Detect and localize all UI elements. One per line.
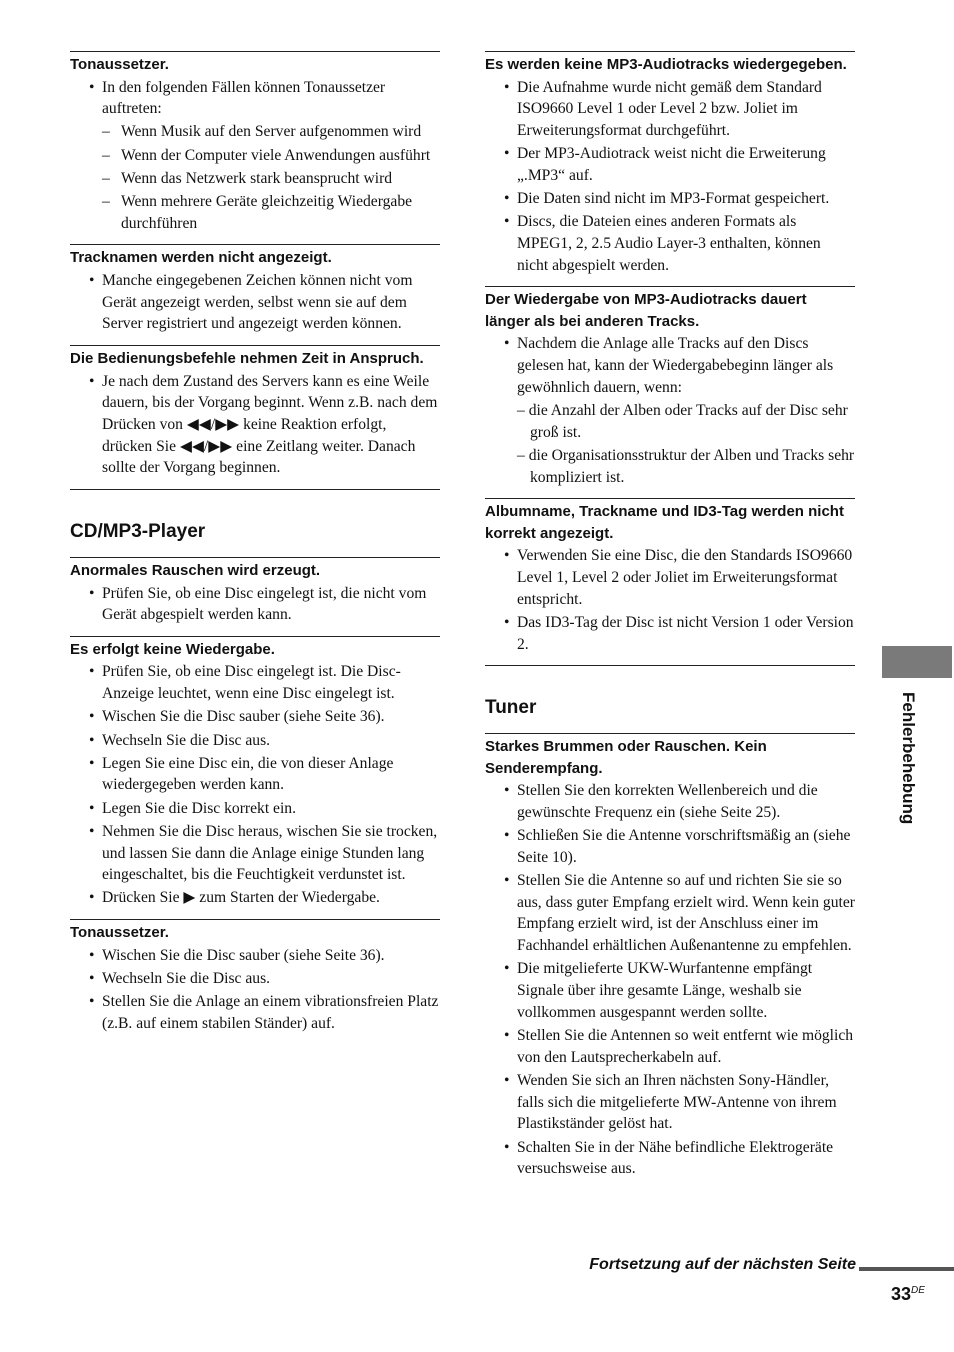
problem-heading: Tracknamen werden nicht angezeigt. [70,249,332,267]
bullet-item: • Der MP3-Audiotrack weist nicht die Erweiterung „.MP3“ auf. [485,143,855,186]
footer-rule [859,1267,954,1271]
bullet-item: • Wischen Sie die Disc sauber (siehe Seite 36). [70,706,440,728]
bullet-item: • Schließen Sie die Antenne vorschriftsmäßig an (siehe Seite 10). [485,825,855,868]
bullet-item: • Schalten Sie in der Nähe befindliche Elektrogeräte versuchsweise aus. [485,1137,855,1180]
bullet-item: • Die Aufnahme wurde nicht gemäß dem Standard ISO9660 Level 1 oder Level 2 bzw. Joliet im Erweiterungsformat durchgeführt. [485,77,855,142]
bullet-item: • In den folgenden Fällen können Tonaussetzer auftreten: [70,77,440,120]
section-divider [70,489,440,490]
bullet-item: • Manche eingegebenen Zeichen können nicht vom Gerät angezeigt werden, selbst wenn sie auf dem Server registriert und angezeigt werden können. [70,270,440,335]
bullet-item: • Stellen Sie die Antenne so auf und richten Sie sie so aus, dass guter Empfang erzielt wird. Wenn kein guter Empfang erzielt wird, ist der Anschluss einer im Fachhandel erhältlichen Außenantenne zu empfehlen. [485,870,855,957]
problem-heading: Es werden keine MP3-Audiotracks wiedergegeben. [485,56,847,73]
troubleshooting-section [70,51,440,234]
bullet-item: • Drücken Sie ▶ zum Starten der Wiedergabe. [70,887,440,909]
problem-heading: Es erfolgt keine Wiedergabe. [70,640,275,658]
page-number-value: 33 [891,1284,912,1304]
bullet-item: • Je nach dem Zustand des Servers kann es eine Weile dauern, bis der Vorgang beginnt. Wenn z.B. nach dem Drücken von ◀◀/▶▶ keine Reaktion erfolgt, drücken Sie ◀◀/▶▶ eine Zeitlang weiter. Danach sollte der Vorgang beginnen. [70,371,440,480]
dash-item: – die Anzahl der Alben oder Tracks auf der Disc sehr groß ist. [517,401,848,441]
solution-list [70,661,440,909]
troubleshooting-section [485,286,855,488]
problem-heading: Anormales Rauschen wird erzeugt. [70,562,321,580]
bullet-item: • Prüfen Sie, ob eine Disc eingelegt ist. Die Disc-Anzeige leuchtet, wenn eine Disc eingelegt ist. [70,661,440,704]
section-tab-marker [882,646,952,678]
troubleshooting-section [485,51,855,276]
section-divider [485,665,855,666]
problem-heading: Die Bedienungsbefehle nehmen Zeit in Anspruch. [70,350,424,368]
solution-list [485,780,855,1180]
problem-heading: Albumname, Trackname und ID3-Tag werden nicht korrekt angezeigt. [485,503,844,542]
bullet-item: • Discs, die Dateien eines anderen Formats als MPEG1, 2, 2.5 Audio Layer-3 enthalten, können nicht abgespielt werden. [485,211,855,276]
troubleshooting-section [70,919,440,1034]
problem-heading: Der Wiedergabe von MP3-Audiotracks dauert länger als bei anderen Tracks. [485,291,807,330]
dash-item: – die Organisationsstruktur der Alben und Tracks sehr kompliziert ist. [517,446,855,486]
solution-list [70,583,440,626]
troubleshooting-section [485,498,855,655]
troubleshooting-section [70,557,440,626]
troubleshooting-section [485,733,855,1180]
solution-list [70,77,440,235]
troubleshooting-section [70,345,440,479]
continued-note: Fortsetzung auf der nächsten Seite [589,1256,856,1273]
bullet-item: • Legen Sie die Disc korrekt ein. [70,798,440,820]
bullet-item: • Das ID3-Tag der Disc ist nicht Version 1 oder Version 2. [485,612,855,655]
page-language-suffix: DE [911,1285,925,1296]
bullet-item: • Legen Sie eine Disc ein, die von dieser Anlage wiedergegeben werden kann. [70,753,440,796]
bullet-item: • Die mitgelieferte UKW-Wurfantenne empfängt Signale über ihre gesamte Länge, weshalb sie vollkommen ausgespannt werden sollte. [485,958,855,1023]
problem-heading: Tonaussetzer. [70,56,169,73]
bullet-item: • Die Daten sind nicht im MP3-Format gespeichert. [485,188,855,210]
bullet-item: • Wechseln Sie die Disc aus. [70,968,440,990]
solution-list [485,77,855,277]
dash-item: – Wenn das Netzwerk stark beansprucht wird [70,168,440,190]
bullet-item: • Prüfen Sie, ob eine Disc eingelegt ist, die nicht vom Gerät abgespielt werden kann. [70,583,440,626]
troubleshooting-section [70,636,440,909]
chapter-title: CD/MP3-Player [70,521,206,543]
section-tab-label: Fehlerbehebung [899,692,918,825]
solution-list [70,270,440,335]
dash-item: – Wenn Musik auf den Server aufgenommen wird [70,121,440,143]
dash-item: – Wenn der Computer viele Anwendungen ausführt [70,145,440,167]
bullet-item: • Verwenden Sie eine Disc, die den Standards ISO9660 Level 1, Level 2 oder Joliet im Erweiterungsformat entspricht. [485,545,855,610]
troubleshooting-section [70,244,440,335]
bullet-item: • Wischen Sie die Disc sauber (siehe Seite 36). [70,945,440,967]
bullet-item: • Stellen Sie den korrekten Wellenbereich und die gewünschte Frequenz ein (siehe Seite 25). [485,780,855,823]
problem-heading: Tonaussetzer. [70,924,169,942]
right-column [485,51,855,1190]
problem-heading: Starkes Brummen oder Rauschen. Kein Senderempfang. [485,738,767,777]
solution-list [485,545,855,655]
solution-list [70,371,440,480]
bullet-item: • Stellen Sie die Anlage an einem vibrationsfreien Platz (z.B. auf einem stabilen Ständer) auf. [70,991,440,1034]
chapter-title: Tuner [485,697,537,719]
bullet-item: • Nehmen Sie die Disc heraus, wischen Sie sie trocken, und lassen Sie dann die Anlage einige Stunden lang eingeschaltet, bis die Feuchtigkeit verdunstet ist. [70,821,440,886]
solution-list [485,333,855,488]
solution-list [70,945,440,1035]
bullet-item: • Wenden Sie sich an Ihren nächsten Sony-Händler, falls sich die mitgelieferte MW-Antenne von ihrem Plastikständer gelöst hat. [485,1070,855,1135]
left-column [70,51,440,1045]
dash-item: – Wenn mehrere Geräte gleichzeitig Wiedergabe durchführen [70,191,440,234]
bullet-item: • Nachdem die Anlage alle Tracks auf den Discs gelesen hat, kann der Wiedergabebeginn länger als gewöhnlich dauern, wenn: [485,333,855,398]
page-number [891,1284,925,1305]
bullet-item: • Wechseln Sie die Disc aus. [70,730,440,752]
bullet-item: • Stellen Sie die Antennen so weit entfernt wie möglich von den Lautsprecherkabeln auf. [485,1025,855,1068]
